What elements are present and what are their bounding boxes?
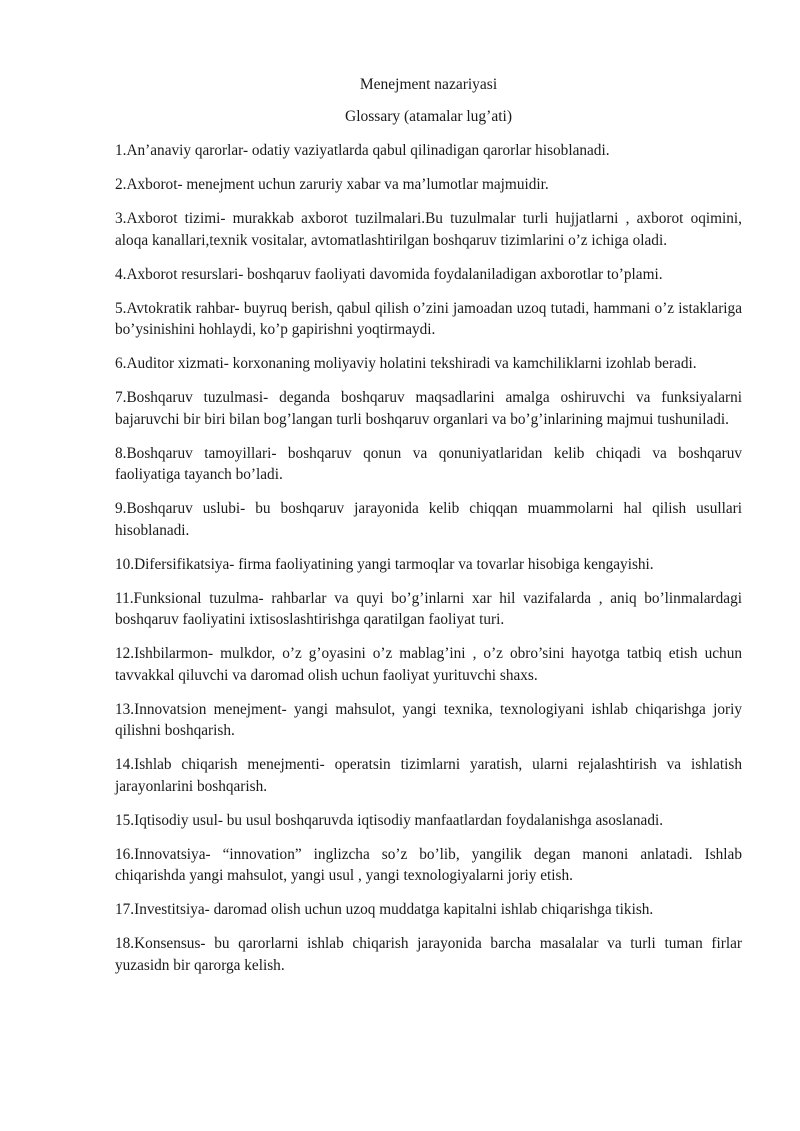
glossary-entry: 9.Boshqaruv uslubi- bu boshqaruv jarayonida kelib chiqqan muammolarni hal qilish usullari hisoblanadi. [115, 500, 742, 539]
glossary-entry: 3.Axborot tizimi- murakkab axborot tuzilmalari.Bu tuzulmalar turli hujjatlarni , axborot oqimini, aloqa kanallari,texnik vositalar, avtomatlashtirilgan boshqaruv tizimlarini o’z ichiga oladi. [115, 210, 742, 249]
glossary-entry: 6.Auditor xizmati- korxonaning moliyaviy holatini tekshiradi va kamchiliklarni izohlab beradi. [115, 355, 697, 372]
glossary-entry: 4.Axborot resurslari- boshqaruv faoliyati davomida foydalaniladigan axborotlar to’plami. [115, 265, 663, 283]
glossary-entry: 15.Iqtisodiy usul- bu usul boshqaruvda iqtisodiy manfaatlardan foydalanishga asoslanadi. [115, 811, 664, 829]
glossary-entry: 18.Konsensus- bu qarorlarni ishlab chiqarish jarayonida barcha masalalar va turli tuman firlar yuzasidn bir qarorga kelish. [115, 935, 742, 974]
glossary-entry: 16.Innovatsiya- “innovation” inglizcha so’z bo’lib, yangilik degan manoni anlatadi. Ishlab chiqarishda yangi mahsulot, yangi usul , yangi texnologiyalarni joriy etish. [115, 845, 742, 884]
glossary-entry: 13.Innovatsion menejment- yangi mahsulot, yangi texnika, texnologiyani ishlab chiqarishga joriy qilishni boshqarish. [115, 700, 742, 739]
glossary-entry: 10.Difersifikatsiya- firma faoliyatining yangi tarmoqlar va tovarlar hisobiga kengayishi. [115, 555, 654, 573]
document-title: Menejment nazariyasi [359, 76, 498, 93]
glossary-entry: 2.Axborot- menejment uchun zaruriy xabar va ma’lumotlar majmuidir. [115, 176, 549, 193]
document-subtitle: Glossary (atamalar lug’ati) [345, 108, 512, 125]
glossary-entry: 17.Investitsiya- daromad olish uchun uzoq muddatga kapitalni ishlab chiqarishga tikish. [115, 901, 654, 918]
glossary-entry: 1.An’anaviy qarorlar- odatiy vaziyatlarda qabul qilinadigan qarorlar hisoblanadi. [115, 142, 610, 159]
glossary-entry: 14.Ishlab chiqarish menejmenti- operatsin tizimlarni yaratish, ularni rejalashtirish va ishlatish jarayonlarini boshqarish. [115, 756, 742, 795]
glossary-entry: 5.Avtokratik rahbar- buyruq berish, qabul qilish o’zini jamoadan uzoq tutadi, hammani o’z istaklariga bo’ysinishini hohlaydi, ko’p gapirishni yoqtirmaydi. [115, 299, 742, 338]
glossary-entry: 8.Boshqaruv tamoyillari- boshqaruv qonun va qonuniyatlaridan kelib chiqadi va boshqaruv faoliyatiga tayanch bo’ladi. [115, 444, 742, 483]
document-page [115, 74, 742, 989]
glossary-entry: 7.Boshqaruv tuzulmasi- deganda boshqaruv maqsadlarini amalga oshiruvchi va funksiyalarni bajaruvchi bir biri bilan bog’langan turli boshqaruv organlari va bo’g’inlarining majmui tushuniladi. [115, 389, 742, 428]
glossary-entry: 11.Funksional tuzulma- rahbarlar va quyi bo’g’inlarni xar hil vazifalarda , aniq bo’linmalardagi boshqaruv faoliyatini ixtisoslashtirishga qaratilgan faoliyat turi. [115, 589, 742, 628]
glossary-entry: 12.Ishbilarmon- mulkdor, o’z g’oyasini o’z mablag’ini , o’z obro’sini hayotga tatbiq etish uchun tavvakkal qiluvchi va daromad olish uchun faoliyat yurituvchi shaxs. [115, 645, 742, 684]
